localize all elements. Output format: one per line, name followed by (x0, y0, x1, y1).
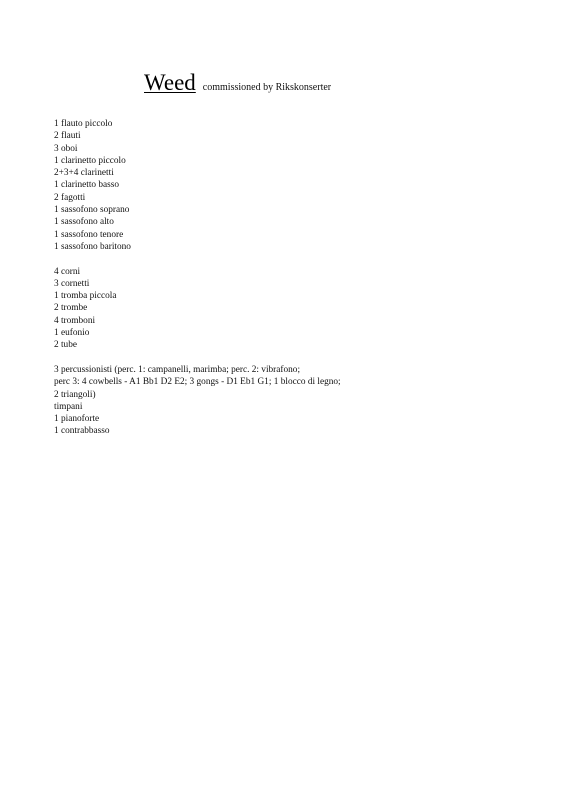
woodwinds-group (54, 118, 341, 253)
instrument-line: 1 clarinetto basso (54, 180, 120, 191)
instrument-line: 1 sassofono alto (54, 217, 114, 228)
instrument-line: 4 tromboni (54, 315, 96, 326)
instrument-line: 1 flauto piccolo (54, 119, 113, 129)
instrumentation-list (54, 118, 341, 450)
percussion-line-continued: 2 triangoli) (54, 389, 96, 400)
instrument-line: 1 sassofono tenore (54, 229, 124, 240)
instrument-line: 2 flauti (54, 131, 81, 142)
instrument-line: 1 sassofono baritono (54, 241, 131, 252)
instrument-line: 2 trombe (54, 303, 88, 314)
instrument-line: 4 corni (54, 266, 81, 277)
percussion-line-continued: perc 3: 4 cowbells - A1 Bb1 D2 E2; 3 gongs - D1 Eb1 G1; 1 blocco di legno; (54, 377, 341, 388)
instrument-line: 2 tube (54, 340, 77, 351)
instrument-line: 3 oboi (54, 143, 78, 154)
brass-group (54, 266, 341, 352)
instrument-line: 1 contrabbasso (54, 426, 110, 437)
instrument-line: 1 tromba piccola (54, 291, 117, 302)
instrument-line: timpani (54, 401, 83, 412)
instrument-line: 1 eufonio (54, 328, 90, 339)
instrument-line: 1 clarinetto piccolo (54, 155, 126, 166)
work-title: Weed (144, 70, 196, 95)
instrument-line: 2 fagotti (54, 192, 86, 203)
instrument-line: 2+3+4 clarinetti (54, 168, 114, 179)
percussion-keyboard-strings-group (54, 364, 341, 438)
instrument-line: 3 cornetti (54, 278, 90, 289)
instrument-line: 1 pianoforte (54, 414, 100, 425)
title-line (144, 70, 331, 96)
commission-note: commissioned by Rikskonserter (202, 82, 332, 93)
instrument-line: 1 sassofono soprano (54, 205, 130, 216)
percussion-line: 3 percussionisti (perc. 1: campanelli, marimba; perc. 2: vibrafono; (54, 364, 301, 375)
